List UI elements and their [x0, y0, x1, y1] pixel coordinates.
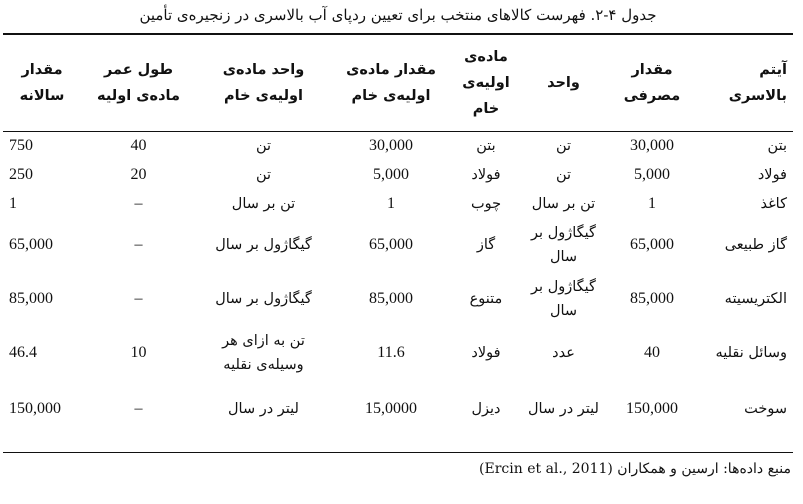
- cell-consumption-amount: 40: [644, 344, 660, 361]
- header-unit: واحد: [547, 75, 580, 91]
- cell-consumption-amount: 65,000: [630, 236, 674, 253]
- cell-unit: گیگاژول بر سال: [531, 225, 596, 265]
- cell-material-lifetime: –: [134, 236, 143, 253]
- cell-raw-material-unit: تن به ازای هر وسیله‌ی نقلیه: [222, 333, 305, 373]
- cell-material-lifetime: –: [134, 400, 143, 417]
- cell-consumption-amount: 1: [648, 194, 656, 212]
- header-annual-amount: مقدار سالانه: [19, 62, 65, 104]
- cell-raw-material-amount: 65,000: [369, 236, 413, 253]
- cell-unit: عدد: [552, 345, 575, 361]
- cell-unit: تن بر سال: [531, 195, 596, 212]
- cell-overhead-item: سوخت: [744, 401, 787, 417]
- cell-annual-amount: 750: [9, 136, 33, 154]
- table-row: [3, 189, 793, 218]
- overhead-items-table: [3, 35, 793, 438]
- cell-unit: گیگاژول بر سال: [531, 279, 596, 319]
- table-caption: جدول ۴-۲. فهرست کالاهای منتخب برای تعیین ردپای آب بالاسری در زنجیره‌ی تأمین: [139, 6, 657, 24]
- cell-material-lifetime: 20: [130, 165, 147, 183]
- cell-annual-amount: 1: [9, 194, 17, 212]
- header-overhead-item: آیتم بالاسری: [728, 62, 787, 104]
- cell-consumption-amount: 150,000: [626, 400, 678, 417]
- cell-annual-amount: 85,000: [9, 290, 53, 307]
- table-row: [3, 218, 793, 272]
- cell-unit: لیتر در سال: [528, 401, 599, 417]
- table-header-rule: [3, 131, 793, 132]
- cell-raw-material-unit: تن: [255, 137, 272, 154]
- cell-annual-amount: 150,000: [9, 400, 61, 417]
- header-row: [3, 35, 793, 131]
- cell-raw-material-amount: 11.6: [377, 344, 405, 361]
- cell-raw-material-amount: 5,000: [373, 165, 409, 183]
- table-row: [3, 326, 793, 380]
- cell-overhead-item: گاز طبیعی: [724, 237, 787, 253]
- cell-consumption-amount: 85,000: [630, 290, 674, 307]
- cell-annual-amount: 46.4: [9, 344, 37, 361]
- cell-consumption-amount: 30,000: [630, 136, 674, 154]
- cell-raw-material: چوب: [470, 195, 502, 212]
- cell-material-lifetime: –: [134, 290, 143, 307]
- cell-raw-material: متنوع: [469, 291, 503, 307]
- cell-overhead-item: الکتریسیته: [724, 291, 787, 307]
- cell-material-lifetime: 40: [130, 136, 147, 154]
- cell-overhead-item: وسائل نقلیه: [715, 345, 787, 361]
- cell-overhead-item: بتن: [767, 137, 787, 154]
- header-raw-material-amount: مقدار ماده‌ی اولیه‌ی خام: [346, 62, 436, 104]
- header-consumption-amount: مقدار مصرفی: [623, 62, 681, 104]
- cell-raw-material: گاز: [476, 237, 496, 253]
- header-material-lifetime: طول عمر ماده‌ی اولیه: [97, 62, 180, 104]
- cell-overhead-item: کاغذ: [760, 195, 787, 212]
- cell-raw-material-amount: 30,000: [369, 136, 413, 154]
- cell-annual-amount: 250: [9, 165, 33, 183]
- cell-raw-material-amount: 1: [387, 194, 395, 212]
- source-note: منبع داده‌ها: ارسین و همکاران (Ercin et al., 2011): [479, 461, 791, 477]
- cell-annual-amount: 65,000: [9, 236, 53, 253]
- table-row: [3, 160, 793, 189]
- cell-consumption-amount: 5,000: [634, 165, 670, 183]
- table-row: [3, 272, 793, 326]
- cell-raw-material-unit: گیگاژول بر سال: [215, 237, 312, 253]
- cell-raw-material: فولاد: [471, 166, 501, 183]
- cell-material-lifetime: 10: [130, 344, 147, 361]
- header-raw-material-unit: واحد ماده‌ی اولیه‌ی خام: [222, 62, 305, 104]
- cell-overhead-item: فولاد: [757, 166, 787, 183]
- table-row: [3, 380, 793, 438]
- table-row: [3, 131, 793, 160]
- cell-raw-material-amount: 15,0000: [365, 400, 417, 417]
- cell-raw-material-unit: لیتر در سال: [228, 401, 299, 417]
- cell-raw-material: دیزل: [471, 401, 501, 417]
- cell-raw-material-amount: 85,000: [369, 290, 413, 307]
- cell-raw-material-unit: تن بر سال: [231, 195, 296, 212]
- cell-raw-material-unit: تن: [255, 166, 272, 183]
- cell-raw-material: فولاد: [471, 345, 501, 361]
- cell-raw-material: بتن: [476, 137, 496, 154]
- cell-unit: تن: [555, 166, 572, 183]
- cell-unit: تن: [555, 137, 572, 154]
- cell-raw-material-unit: گیگاژول بر سال: [215, 291, 312, 307]
- cell-material-lifetime: –: [134, 194, 143, 212]
- table-bottom-rule: [3, 452, 793, 453]
- header-raw-material: ماده‌ی اولیه‌ی خام: [462, 49, 510, 117]
